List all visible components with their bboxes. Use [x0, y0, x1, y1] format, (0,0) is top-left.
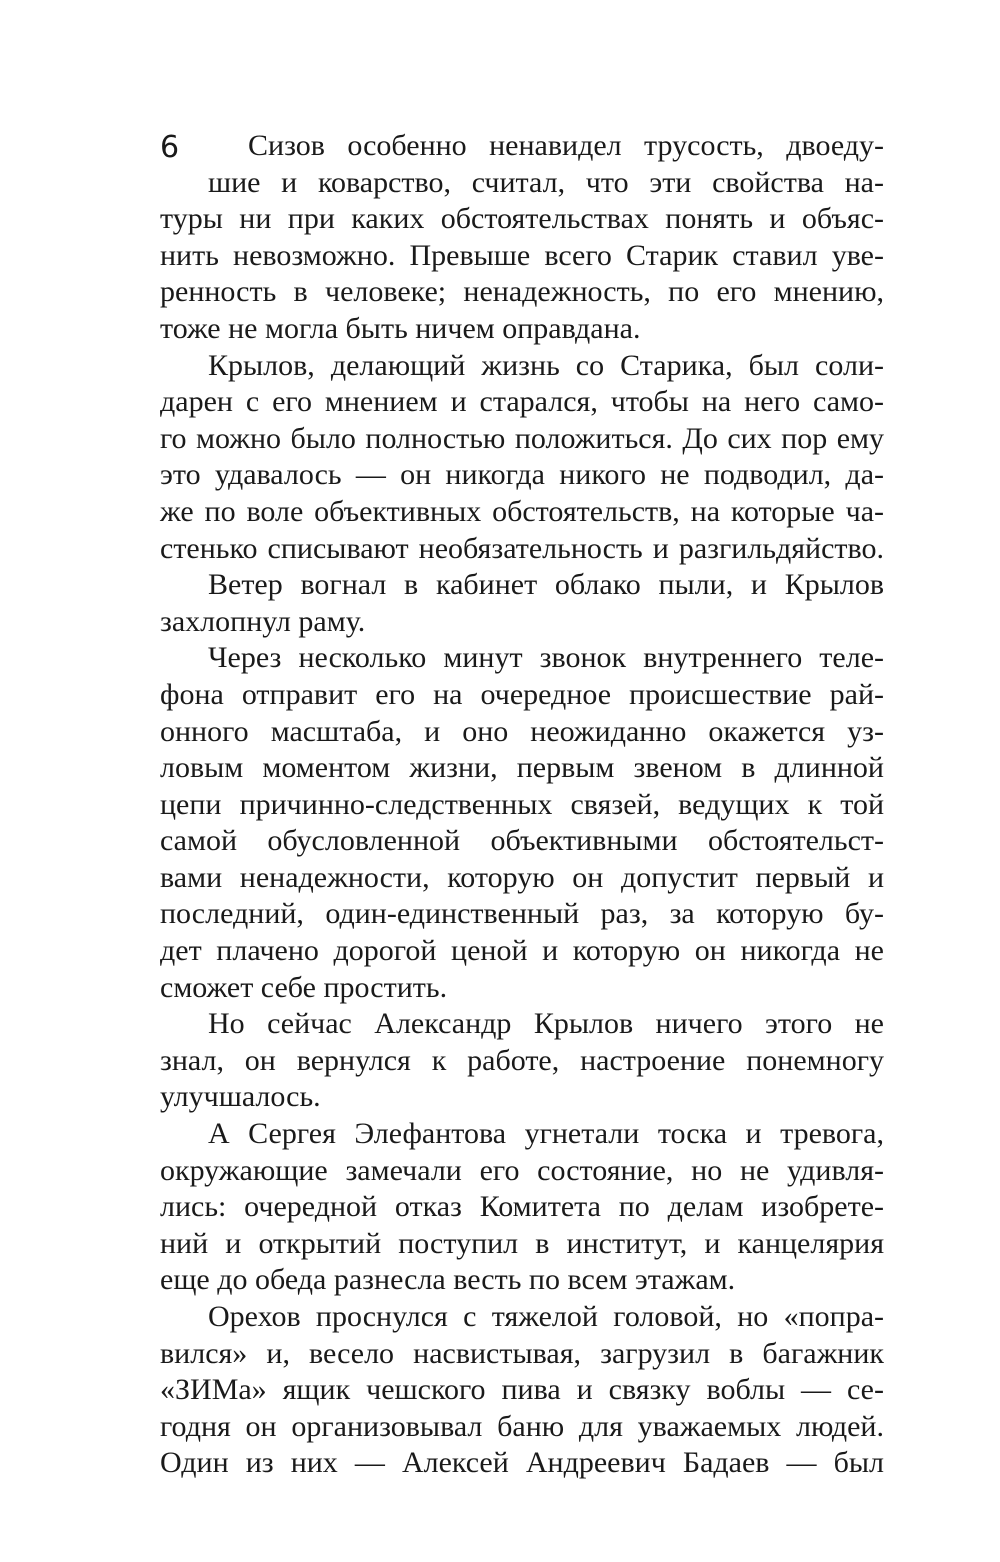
text-line: Через несколько минут звонок внутреннего теле- — [208, 641, 884, 675]
text-line: Ветер вогнал в кабинет облако пыли, и Крылов — [208, 568, 884, 602]
text-line: го можно было полностью положиться. До сих пор ему — [160, 421, 884, 455]
text-line: еще до обеда разнесла весть по всем этажам. — [160, 1263, 736, 1297]
text-line: нить невозможно. Превыше всего Старик ставил уве- — [160, 238, 884, 272]
text-line: ренность в человеке; ненадежность, по его мнению, — [160, 275, 884, 309]
text-line: Крылов, делающий жизнь со Старика, был соли- — [208, 348, 884, 382]
text-line: окружающие замечали его состояние, но не удивля- — [160, 1153, 884, 1187]
text-line: лись: очередной отказ Комитета по делам изобрете- — [160, 1190, 884, 1224]
text-line: шие и коварство, считал, что эти свойства на- — [208, 165, 884, 199]
text-line: же по воле объективных обстоятельств, на которые ча- — [160, 494, 884, 528]
text-line: самой обусловленной объективными обстоятельст- — [160, 824, 884, 858]
text-line: знал, он вернулся к работе, настроение понемногу — [160, 1043, 884, 1077]
text-line: Орехов проснулся с тяжелой головой, но «попра- — [208, 1300, 884, 1333]
text-line: фона отправит его на очередное происшествие рай- — [160, 677, 884, 711]
text-line: улучшалось. — [160, 1080, 321, 1114]
text-line: онного масштаба, и оно неожиданно окажется уз- — [160, 714, 884, 748]
page-number: 6 — [160, 130, 180, 165]
text-line: годня он организовывал баню для уважаемых людей. — [160, 1409, 884, 1443]
text-line: тоже не могла быть ничем оправдана. — [160, 311, 641, 345]
text-line: дет плачено дорогой ценой и которую он никогда не — [160, 934, 884, 968]
text-line: туры ни при каких обстоятельствах понять и объяс- — [160, 202, 884, 236]
text-line: Сизов особенно ненавидел трусость, двоеду- — [248, 129, 884, 162]
text-line: вами ненадежности, которую он допустит первый и — [160, 860, 884, 894]
text-line: последний, один-единственный раз, за которую бу- — [160, 897, 884, 931]
text-line: дарен с его мнением и старался, чтобы на него само- — [160, 385, 884, 419]
text-line: Но сейчас Александр Крылов ничего этого не — [208, 1007, 884, 1041]
text-line: захлопнул раму. — [160, 604, 366, 638]
text-line: цепи причинно-следственных связей, ведущих к той — [160, 787, 884, 821]
text-line: «ЗИМа» ящик чешского пива и связку воблы — се- — [160, 1373, 884, 1407]
text-line: стенько списывают необязательность и разгильдяйство. — [160, 531, 884, 565]
text-line: Один из них — Алексей Андреевич Бадаев — был — [160, 1446, 884, 1480]
text-line: А Сергея Элефантова угнетали тоска и тревога, — [208, 1117, 884, 1151]
text-line: ловым моментом жизни, первым звеном в длинной — [160, 751, 884, 785]
text-line: сможет себе простить. — [160, 970, 448, 1004]
body-text — [160, 128, 884, 1482]
text-line: это удавалось — он никогда никого не подводил, да- — [160, 458, 884, 492]
text-line: ний и открытий поступил в институт, и канцелярия — [160, 1226, 884, 1260]
text-line: вился» и, весело насвистывая, загрузил в багажник — [160, 1336, 884, 1370]
